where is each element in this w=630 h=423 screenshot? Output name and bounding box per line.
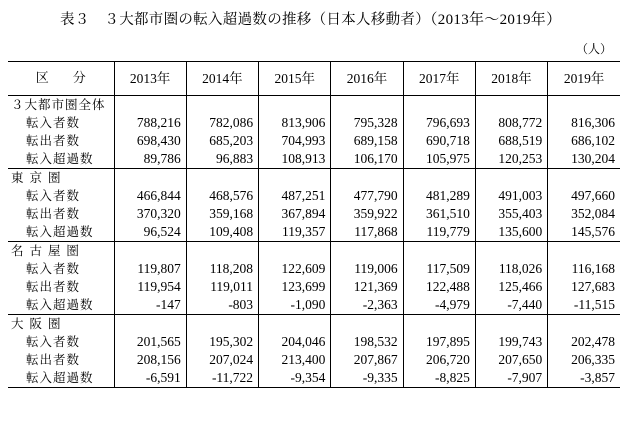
empty-cell <box>186 315 258 334</box>
header-year: 2017年 <box>403 62 475 96</box>
empty-cell <box>403 169 475 188</box>
value-cell: 195,302 <box>186 333 258 351</box>
empty-cell <box>331 242 403 261</box>
empty-cell <box>403 96 475 115</box>
header-year: 2018年 <box>475 62 547 96</box>
value-cell: 123,699 <box>259 278 331 296</box>
table-row <box>8 278 620 296</box>
empty-cell <box>259 96 331 115</box>
value-cell: -9,354 <box>259 369 331 388</box>
value-cell: -3,857 <box>548 369 620 388</box>
value-cell: 813,906 <box>259 114 331 132</box>
value-cell: 466,844 <box>114 187 186 205</box>
header-year: 2013年 <box>114 62 186 96</box>
value-cell: -2,363 <box>331 296 403 315</box>
header-year: 2015年 <box>259 62 331 96</box>
empty-cell <box>331 169 403 188</box>
table-row <box>8 132 620 150</box>
empty-cell <box>475 242 547 261</box>
row-label: 転出者数 <box>26 352 81 367</box>
value-cell: 119,357 <box>259 223 331 242</box>
value-cell: 117,868 <box>331 223 403 242</box>
value-cell: 204,046 <box>259 333 331 351</box>
table-row <box>8 369 620 388</box>
row-label: 転出者数 <box>26 206 81 221</box>
empty-cell <box>186 242 258 261</box>
empty-cell <box>114 169 186 188</box>
table-row <box>8 205 620 223</box>
value-cell: 207,650 <box>475 351 547 369</box>
value-cell: 361,510 <box>403 205 475 223</box>
value-cell: 497,660 <box>548 187 620 205</box>
value-cell: 206,335 <box>548 351 620 369</box>
empty-cell <box>114 242 186 261</box>
empty-cell <box>475 315 547 334</box>
row-label: 転入超過数 <box>26 297 94 312</box>
value-cell: 96,883 <box>186 150 258 169</box>
value-cell: 481,289 <box>403 187 475 205</box>
value-cell: 468,576 <box>186 187 258 205</box>
region-row <box>8 96 620 115</box>
empty-cell <box>259 242 331 261</box>
table-row <box>8 260 620 278</box>
value-cell: 207,867 <box>331 351 403 369</box>
value-cell: -1,090 <box>259 296 331 315</box>
header-row <box>8 62 620 96</box>
empty-cell <box>548 315 620 334</box>
value-cell: 125,466 <box>475 278 547 296</box>
empty-cell <box>403 315 475 334</box>
value-cell: -7,440 <box>475 296 547 315</box>
row-label: 転入超過数 <box>26 151 94 166</box>
value-cell: 491,003 <box>475 187 547 205</box>
value-cell: 816,306 <box>548 114 620 132</box>
table-row <box>8 351 620 369</box>
value-cell: 106,170 <box>331 150 403 169</box>
value-cell: 119,011 <box>186 278 258 296</box>
value-cell: 704,993 <box>259 132 331 150</box>
empty-cell <box>259 169 331 188</box>
row-label: 転入者数 <box>26 334 81 349</box>
header-year: 2016年 <box>331 62 403 96</box>
value-cell: 202,478 <box>548 333 620 351</box>
value-cell: -147 <box>114 296 186 315</box>
empty-cell <box>475 169 547 188</box>
value-cell: 96,524 <box>114 223 186 242</box>
value-cell: 796,693 <box>403 114 475 132</box>
value-cell: 782,086 <box>186 114 258 132</box>
value-cell: 145,576 <box>548 223 620 242</box>
row-label: 転出者数 <box>26 133 81 148</box>
value-cell: 122,609 <box>259 260 331 278</box>
value-cell: 130,204 <box>548 150 620 169</box>
region-name: 名 古 屋 圏 <box>8 242 114 261</box>
value-cell: 367,894 <box>259 205 331 223</box>
value-cell: 120,253 <box>475 150 547 169</box>
value-cell: -9,335 <box>331 369 403 388</box>
table-row <box>8 187 620 205</box>
value-cell: 690,718 <box>403 132 475 150</box>
empty-cell <box>548 242 620 261</box>
table-body <box>8 96 620 388</box>
empty-cell <box>331 96 403 115</box>
value-cell: 119,779 <box>403 223 475 242</box>
region-name: ３大都市圏全体 <box>8 96 114 115</box>
empty-cell <box>331 315 403 334</box>
value-cell: -7,907 <box>475 369 547 388</box>
value-cell: 808,772 <box>475 114 547 132</box>
empty-cell <box>186 169 258 188</box>
region-row <box>8 242 620 261</box>
value-cell: 359,922 <box>331 205 403 223</box>
value-cell: -11,515 <box>548 296 620 315</box>
migration-table <box>8 61 620 388</box>
value-cell: 370,320 <box>114 205 186 223</box>
value-cell: 89,786 <box>114 150 186 169</box>
value-cell: -6,591 <box>114 369 186 388</box>
value-cell: 199,743 <box>475 333 547 351</box>
value-cell: 355,403 <box>475 205 547 223</box>
table-row <box>8 114 620 132</box>
value-cell: 135,600 <box>475 223 547 242</box>
value-cell: 206,720 <box>403 351 475 369</box>
value-cell: 118,026 <box>475 260 547 278</box>
value-cell: 352,084 <box>548 205 620 223</box>
value-cell: 208,156 <box>114 351 186 369</box>
value-cell: 698,430 <box>114 132 186 150</box>
empty-cell <box>548 96 620 115</box>
value-cell: 119,006 <box>331 260 403 278</box>
value-cell: 213,400 <box>259 351 331 369</box>
value-cell: 689,158 <box>331 132 403 150</box>
value-cell: 359,168 <box>186 205 258 223</box>
value-cell: 116,168 <box>548 260 620 278</box>
empty-cell <box>114 315 186 334</box>
value-cell: 121,369 <box>331 278 403 296</box>
value-cell: 119,954 <box>114 278 186 296</box>
empty-cell <box>186 96 258 115</box>
empty-cell <box>403 242 475 261</box>
header-category: 区分 <box>8 62 114 96</box>
table-row <box>8 223 620 242</box>
value-cell: 788,216 <box>114 114 186 132</box>
row-label: 転入者数 <box>26 261 81 276</box>
value-cell: 688,519 <box>475 132 547 150</box>
value-cell: 108,913 <box>259 150 331 169</box>
value-cell: -11,722 <box>186 369 258 388</box>
value-cell: -4,979 <box>403 296 475 315</box>
region-name: 東 京 圏 <box>8 169 114 188</box>
value-cell: 201,565 <box>114 333 186 351</box>
row-label: 転入者数 <box>26 188 81 203</box>
value-cell: 487,251 <box>259 187 331 205</box>
value-cell: 117,509 <box>403 260 475 278</box>
value-cell: 207,024 <box>186 351 258 369</box>
header-year: 2014年 <box>186 62 258 96</box>
empty-cell <box>259 315 331 334</box>
table-row <box>8 150 620 169</box>
empty-cell <box>475 96 547 115</box>
row-label: 転入超過数 <box>8 369 114 388</box>
row-label: 転入者数 <box>26 115 81 130</box>
value-cell: 795,328 <box>331 114 403 132</box>
value-cell: 122,488 <box>403 278 475 296</box>
region-name: 大 阪 圏 <box>8 315 114 334</box>
unit-label: （人） <box>575 42 612 56</box>
value-cell: 197,895 <box>403 333 475 351</box>
value-cell: 198,532 <box>331 333 403 351</box>
value-cell: 105,975 <box>403 150 475 169</box>
table-row <box>8 333 620 351</box>
value-cell: 127,683 <box>548 278 620 296</box>
table-row <box>8 296 620 315</box>
row-label: 転出者数 <box>26 279 81 294</box>
value-cell: -8,825 <box>403 369 475 388</box>
table-title-period: （2013年～2019年） <box>430 12 562 28</box>
row-label: 転入超過数 <box>26 224 94 239</box>
region-row <box>8 169 620 188</box>
value-cell: 477,790 <box>331 187 403 205</box>
value-cell: -803 <box>186 296 258 315</box>
value-cell: 109,408 <box>186 223 258 242</box>
table-title-main: 表３ ３大都市圏の転入超過数の推移（日本人移動者） <box>60 12 430 28</box>
region-row <box>8 315 620 334</box>
value-cell: 119,807 <box>114 260 186 278</box>
header-year: 2019年 <box>548 62 620 96</box>
value-cell: 686,102 <box>548 132 620 150</box>
empty-cell <box>114 96 186 115</box>
value-cell: 685,203 <box>186 132 258 150</box>
value-cell: 118,208 <box>186 260 258 278</box>
empty-cell <box>548 169 620 188</box>
table-title <box>60 8 561 29</box>
